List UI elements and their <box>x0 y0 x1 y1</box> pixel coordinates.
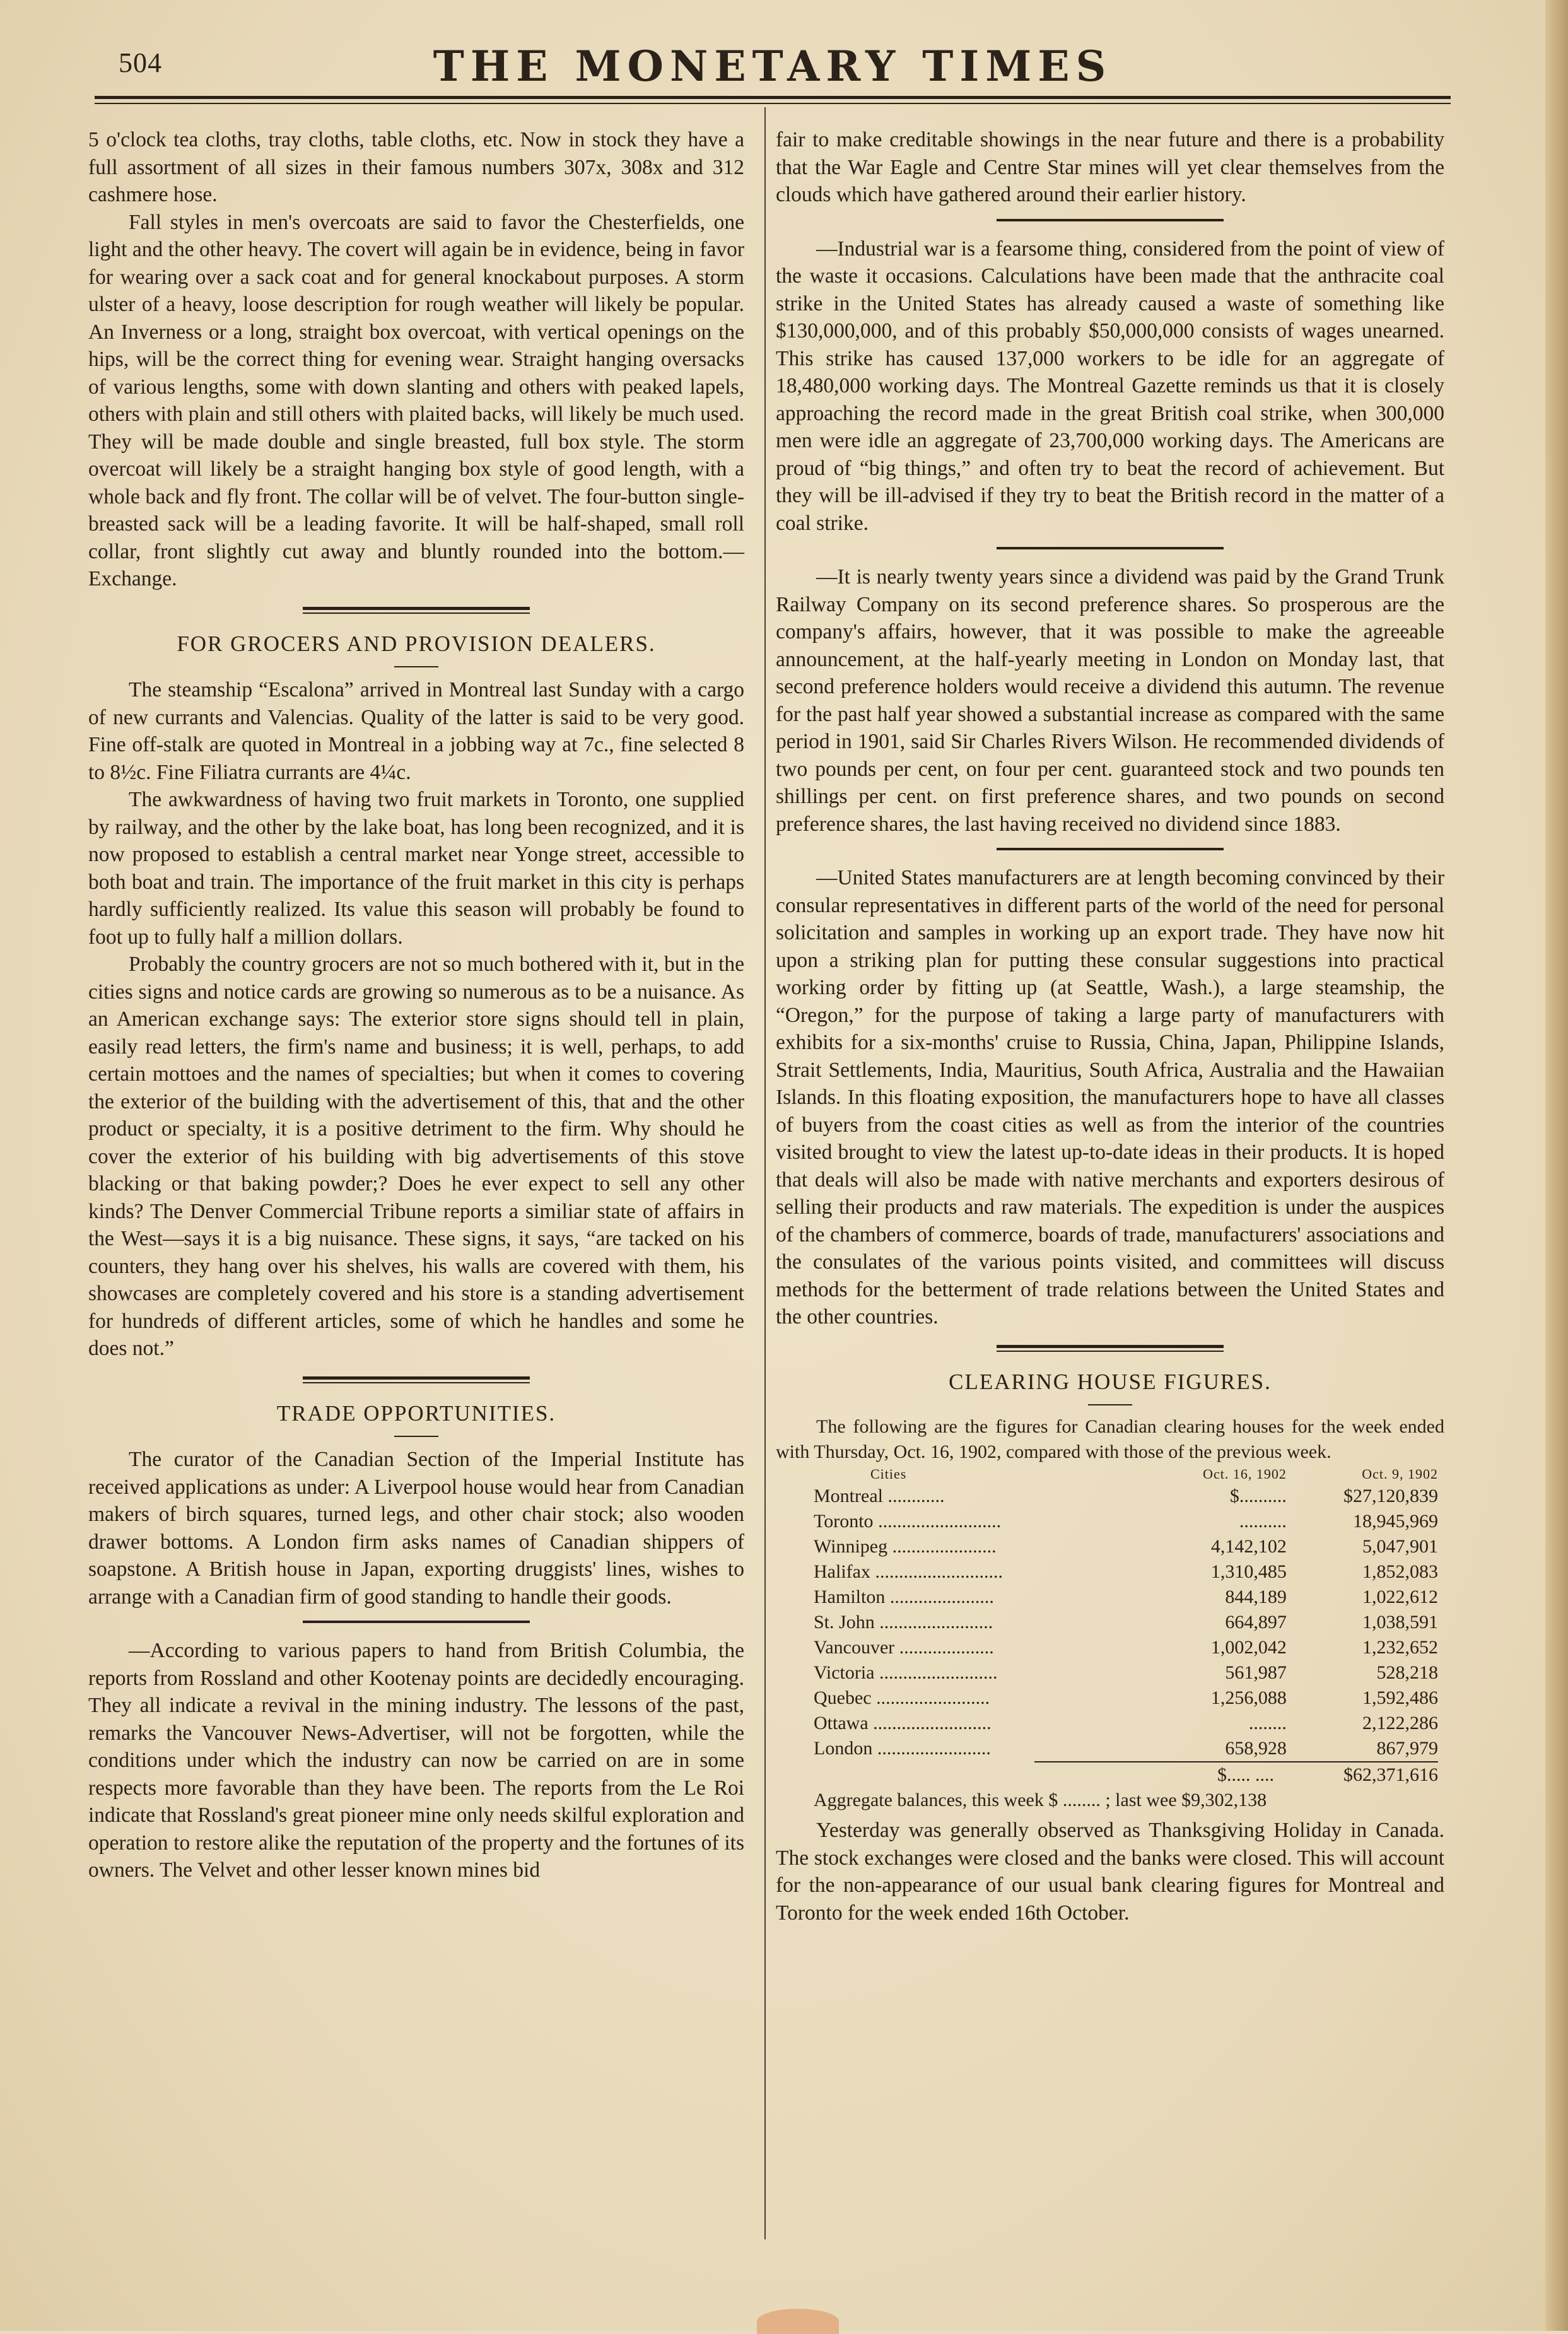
separator-rule <box>303 1621 530 1623</box>
city-name: Ottawa <box>814 1713 869 1733</box>
table-row <box>814 1610 1438 1635</box>
paragraph: 5 o'clock tea cloths, tray cloths, table cloths, etc. Now in stock they have a full assortment of all sizes in their famous numbers 307x, 308x and 312 cashmere hose. <box>88 128 744 206</box>
total-oct9: $62,371,616 <box>1343 1764 1438 1785</box>
clearing-house-table <box>814 1465 1438 1761</box>
paragraph: The awkwardness of having two fruit markets in Toronto, one supplied by railway, and the other by the lake boat, has long been recognized, and it is now proposed to establish a central market near Yonge street, accessible to both boat and train. The importance of the fruit market in this city is perhaps hardly sufficiently realized. Its value this season will probably be found to foot up to fully half a million dollars. <box>88 788 744 949</box>
value-oct16: $.......... <box>1229 1486 1287 1506</box>
paragraph: —United States manufacturers are at length becoming convinced by their consular representatives in different parts of the world of the need for personal solicitation and samples in working up an export trade. They have now hit upon a striking plan for putting these consular suggestions into practical working order by fitting up (at Seattle, Wash.), a large steamship, the “Oregon,” for the purpose of taking a large party of manufacturers with exhibits for a six-months' cruise to Russia, China, Japan, Philippine Islands, Strait Settlements, India, Mauritius, South Africa, Australia and the Hawaiian Islands. In this floating exposition, the manufacturers hope to have all classes of buyers from the coast cities as well as from the interior of the countries visited brought to view the latest up-to-date ideas in their products. It is hoped that deals will also be made with native merchants and exporters desirous of selling their products and raw materials. The expedition is under the auspices of the chambers of commerce, boards of trade, manufacturers' associations and the consulates of the various points visited, and committees will discuss methods for the betterment of trade relations between the United States and the other countries. <box>776 866 1444 1328</box>
leader-dots: ...................... <box>892 1536 997 1557</box>
table-row <box>814 1534 1438 1559</box>
header-rule-thin <box>95 103 1451 104</box>
paragraph: The following are the figures for Canadian clearing houses for the week ended with Thursday, Oct. 16, 1902, compared with those of the previous week. <box>776 1416 1444 1462</box>
value-oct9: 528,218 <box>1376 1662 1438 1683</box>
city-name: Quebec <box>814 1687 872 1708</box>
value-oct9: 1,852,083 <box>1362 1561 1438 1582</box>
value-oct16: 1,002,042 <box>1210 1637 1287 1658</box>
page-header <box>95 38 1451 91</box>
value-oct16: .......... <box>1239 1511 1287 1532</box>
value-oct9: 1,038,591 <box>1362 1612 1438 1633</box>
table-row <box>814 1585 1438 1610</box>
paragraph: The curator of the Canadian Section of the Imperial Institute has received applications as under: A Liverpool house would hear from Canadian makers of birch squares, turned legs, and other chair stock; also wooden drawer bottoms. A London firm asks names of Canadian shippers of soapstone. A British house in Japan, exporting druggists' lines, wishes to arrange with a Canadian firm of good standing to handle their goods. <box>88 1448 744 1609</box>
value-oct16: 1,256,088 <box>1210 1687 1287 1708</box>
page-edge <box>1545 0 1568 2331</box>
section-rule-thin <box>303 1382 530 1383</box>
paragraph: Probably the country grocers are not so much bothered with it, but in the cities signs and notice cards are growing so numerous as to be a nuisance. As an American exchange says: The exterior store signs should tell in plain, easily read letters, the firm's name and business; it is well, perhaps, to add certain mottoes and the names of specialties; but when it comes to covering the exterior of the building with the advertisement of this, that and the other product or specialty, it is a positive detriment to the firm. Why should he cover the exterior of his building with big advertisements of this stove blacking or that baking powder;? Does he ever expect to sell any other kinds? The Denver Commercial Tribune reports a similiar state of affairs in the West—says it is a big nuisance. These signs, it says, “are tacked on his counters, they hang over his shelves, his walls are covered with them, his showcases are completely covered and his store is a standing advertisement for hundreds of different articles, some of which he handles and some he does not.” <box>88 953 744 1360</box>
column-divider <box>764 107 766 2239</box>
short-rule <box>1088 1404 1132 1405</box>
value-oct9: 867,979 <box>1376 1738 1438 1759</box>
table-header-row <box>814 1465 1438 1484</box>
separator-rule <box>997 547 1224 549</box>
table-row <box>814 1686 1438 1711</box>
value-oct16: 664,897 <box>1225 1612 1287 1633</box>
leader-dots: ........................... <box>875 1561 1003 1582</box>
city-name: Victoria <box>814 1662 875 1683</box>
section-heading-grocers: FOR GROCERS AND PROVISION DEALERS. <box>177 631 656 656</box>
separator-rule <box>997 219 1224 221</box>
leader-dots: ........................ <box>879 1612 993 1633</box>
city-name: Toronto <box>814 1511 874 1532</box>
paragraph: Yesterday was generally observed as Thanksgiving Holiday in Canada. The stock exchanges were closed and the banks were closed. This will account for the non-appearance of our usual bank clearing figures for Montreal and Toronto for the week ended 16th October. <box>776 1819 1444 1925</box>
value-oct9: 1,022,612 <box>1362 1586 1438 1607</box>
value-oct9: 1,232,652 <box>1362 1637 1438 1658</box>
paper-stain <box>757 2309 839 2334</box>
value-oct16: 844,189 <box>1225 1586 1287 1607</box>
table-row <box>814 1635 1438 1660</box>
value-oct9: 18,945,969 <box>1353 1511 1438 1532</box>
city-name: Halifax <box>814 1561 870 1582</box>
table-row <box>814 1736 1438 1761</box>
paragraph: —It is nearly twenty years since a dividend was paid by the Grand Trunk Railway Company on its second preference shares. So prosperous are the company's affairs, however, that it was possible to make the agreeable announcement, at the half-yearly meeting in London on Monday last, that second preference holders would receive a dividend this autumn. The revenue for the past half year showed a substantial increase as compared with the same period in 1901, said Sir Charles Rivers Wilson. He recommended dividends of two pounds per cent, on four per cent. guaranteed stock and two pounds ten shillings per cent. on first preference shares, and two pounds on second preference shares, the last having received no dividend since 1883. <box>776 565 1444 836</box>
section-heading-clearing: CLEARING HOUSE FIGURES. <box>949 1369 1272 1394</box>
city-name: Vancouver <box>814 1637 895 1658</box>
leader-dots: ......................... <box>873 1713 992 1733</box>
value-oct9: 5,047,901 <box>1362 1536 1438 1557</box>
paragraph: Fall styles in men's overcoats are said to favor the Chesterfields, one light and the other heavy. The covert will again be in evidence, being in favor for wearing over a sack coat and for general knockabout purposes. A storm ulster of a heavy, loose description for rough weather will likely be popular. An Inverness or a long, straight box overcoat, with vertical openings on the hips, will be the correct thing for evening wear. Straight hanging oversacks of various lengths, some with down slanting and others with peaked lapels, others with plain and still others with plaited backs, will likely be much used. They will be made double and single breasted, full box style. The storm overcoat will likely be a straight hanging box style of good length, with a whole back and fly front. The collar will be of velvet. The four-button single-breasted sack will be a leading favorite. It will be half-shaped, small roll collar, front slightly cut away and bluntly rounded into the bottom.—Exchange. <box>88 210 744 590</box>
header-rule <box>95 96 1451 99</box>
leader-dots: .......................... <box>878 1511 1002 1532</box>
value-oct16: 4,142,102 <box>1210 1536 1287 1557</box>
section-rule <box>303 1376 530 1380</box>
clearing-house-totals <box>814 1762 1438 1788</box>
column-header-oct16: Oct. 16, 1902 <box>1203 1466 1287 1482</box>
leader-dots: ........................ <box>876 1687 990 1708</box>
city-name: St. John <box>814 1612 875 1633</box>
city-name: London <box>814 1738 873 1759</box>
table-row <box>814 1559 1438 1585</box>
leader-dots: ........................ <box>877 1738 991 1759</box>
aggregate-balances: Aggregate balances, this week $ ........ ; last wee $9,302,138 <box>814 1790 1267 1810</box>
leader-dots: ......................... <box>879 1662 998 1683</box>
paragraph: —Industrial war is a fearsome thing, considered from the point of view of the waste it occasions. Calculations have been made that the anthracite coal strike in the United States has already caused a waste of something like $130,000,000, and of this probably $50,000,000 consists of wages unearned. This strike has caused 137,000 workers to be idle for an aggregate of 18,480,000 working days. The Montreal Gazette reminds us that it is closely approaching the record made in the great British coal strike, when 300,000 men were idle an aggregate of 23,700,000 working days. The Americans are proud of “big things,” and often try to beat the record of achievement. But they will be ill-advised if they try to beat the British record in the matter of a coal strike. <box>776 237 1444 535</box>
value-oct9: 2,122,286 <box>1362 1713 1438 1733</box>
leader-dots: ............ <box>887 1486 945 1506</box>
section-rule-thin <box>997 1351 1224 1352</box>
section-heading-trade: TRADE OPPORTUNITIES. <box>276 1400 556 1426</box>
city-name: Hamilton <box>814 1586 886 1607</box>
left-column <box>88 126 744 1884</box>
page-number: 504 <box>119 47 162 78</box>
right-column <box>776 126 1444 1926</box>
section-rule <box>303 607 530 610</box>
masthead: THE MONETARY TIMES <box>433 42 1113 91</box>
total-oct16: $..... .... <box>1217 1764 1274 1785</box>
separator-rule <box>997 848 1224 850</box>
leader-dots: ...................... <box>889 1586 994 1607</box>
table-row <box>814 1660 1438 1686</box>
city-name: Winnipeg <box>814 1536 888 1557</box>
column-header-cities: Cities <box>870 1466 907 1482</box>
table-row-total <box>814 1762 1438 1788</box>
paragraph: The steamship “Escalona” arrived in Montreal last Sunday with a cargo of new currants and Valencias. Quality of the latter is said to be very good. Fine off-stalk are quoted in Montreal in a jobbing way at 7c., fine selected 8 to 8½c. Fine Filiatra currants are 4¼c. <box>88 678 744 784</box>
short-rule <box>394 666 438 667</box>
paragraph: fair to make creditable showings in the near future and there is a probability that the War Eagle and Centre Star mines will yet clear themselves from the clouds which have gathered around their earlier history. <box>776 128 1444 206</box>
value-oct9: 1,592,486 <box>1362 1687 1438 1708</box>
leader-dots: .................... <box>899 1637 994 1658</box>
city-name: Montreal <box>814 1486 883 1506</box>
short-rule <box>394 1436 438 1437</box>
table-row <box>814 1711 1438 1736</box>
value-oct16: 561,987 <box>1225 1662 1287 1683</box>
value-oct16: 658,928 <box>1225 1738 1287 1759</box>
section-rule-thin <box>303 613 530 614</box>
table-row <box>814 1484 1438 1509</box>
value-oct9: $27,120,839 <box>1343 1486 1438 1506</box>
section-rule <box>997 1345 1224 1348</box>
value-oct16: 1,310,485 <box>1210 1561 1287 1582</box>
table-row <box>814 1509 1438 1534</box>
paragraph: —According to various papers to hand from British Columbia, the reports from Rossland and other Kootenay points are decidedly encouraging. They all indicate a revival in the mining industry. The lessons of the past, remarks the Vancouver News-Advertiser, will not be forgotten, while the conditions under which the industry can now be carried on are in some respects more favorable than they have been. The reports from the Le Roi indicate that Rossland's great pioneer mine only needs skilful exploration and operation to restore alike the reputation of the property and the fortunes of its owners. The Velvet and other lesser known mines bid <box>88 1639 744 1882</box>
column-header-oct9: Oct. 9, 1902 <box>1362 1466 1438 1482</box>
value-oct16: ........ <box>1248 1713 1287 1733</box>
